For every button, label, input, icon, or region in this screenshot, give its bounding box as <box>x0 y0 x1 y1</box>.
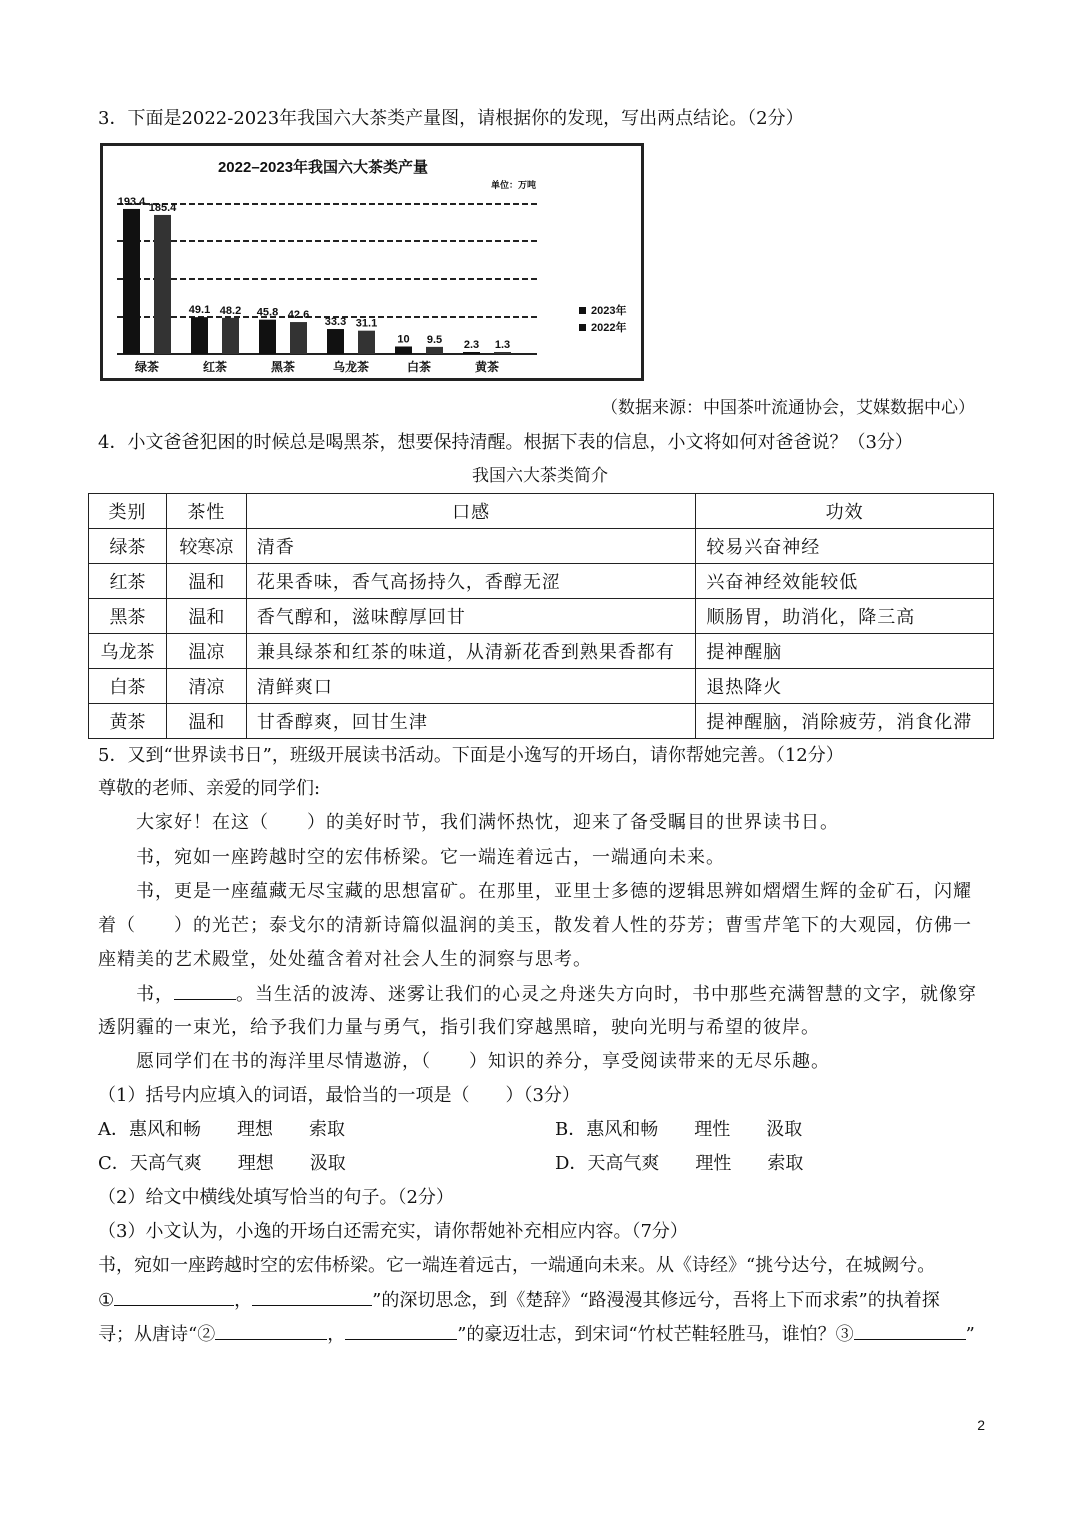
paragraph-5: 愿同学们在书的海洋里尽情遨游，（ ）知识的养分，享受阅读带来的无尽乐趣。 <box>136 1051 830 1072</box>
bar <box>123 209 140 354</box>
tea-intro-table <box>88 493 994 739</box>
table-row <box>89 634 994 669</box>
cell-category: 黑茶 <box>89 599 167 634</box>
comma: ， <box>327 1324 346 1345</box>
legend-label: 2023年 <box>591 305 627 317</box>
page-number: 2 <box>977 1417 985 1433</box>
category-label: 绿茶 <box>134 360 160 374</box>
table-row <box>89 599 994 634</box>
bar <box>222 318 239 354</box>
data-label: 2.3 <box>463 339 480 351</box>
category-label: 白茶 <box>406 360 432 374</box>
paragraph-3-line-1: 书，更是一座蕴藏无尽宝藏的思想富矿。在那里，亚里士多德的逻辑思辨如熠熠生辉的金矿石，闪耀 <box>136 881 972 902</box>
category-label: 红茶 <box>202 360 228 374</box>
question-3: 3．下面是2022-2023年我国六大茶类产量图，请根据你的发现，写出两点结论。（2分） <box>98 108 804 129</box>
close-quote: ” <box>965 1324 975 1345</box>
sub3-line-3-text: ”的豪迈壮志，到宋词“竹杖芒鞋轻胜马，谁怕？③ <box>457 1324 854 1345</box>
paragraph-1: 大家好！在这（ ）的美好时节，我们满怀热忱，迎来了备受瞩目的世界读书日。 <box>136 812 839 833</box>
cell-taste: 花果香味，香气高扬持久，香醇无涩 <box>246 564 695 599</box>
data-label: 10 <box>397 333 410 346</box>
chart-title: 2022–2023年我国六大茶类产量 <box>217 159 429 176</box>
question-4: 4．小文爸爸犯困的时候总是喝黑茶，想要保持清醒。根据下表的信息，小文将如何对爸爸说？（3分） <box>98 432 913 453</box>
answer-blank-3[interactable] <box>854 1321 966 1340</box>
data-source: （数据来源：中国茶叶流通协会，艾媒数据中心） <box>601 398 975 418</box>
question-5: 5．又到“世界读书日”，班级开展读书活动。下面是小逸写的开场白，请你帮她完善。（12分） <box>98 745 844 766</box>
bar <box>463 352 480 354</box>
bar <box>327 329 344 354</box>
bar-chart-svg <box>103 146 641 378</box>
cell-nature: 温和 <box>166 564 246 599</box>
category-label: 黑茶 <box>270 360 296 374</box>
fill-blank[interactable] <box>174 981 236 1000</box>
cell-nature: 较寒凉 <box>166 529 246 564</box>
paragraph-4-line-2: 透阴霾的一束光，给予我们力量与勇气，指引我们穿越黑暗，驶向光明与希望的彼岸。 <box>98 1017 820 1038</box>
option-b[interactable]: B．惠风和畅 理性 汲取 <box>555 1119 803 1140</box>
cell-effect: 提神醒脑，消除疲劳，消食化滞 <box>696 704 994 739</box>
cell-effect: 较易兴奋神经 <box>696 529 994 564</box>
cell-taste: 清香 <box>246 529 695 564</box>
data-label: 185.4 <box>148 201 177 214</box>
table-header-row <box>89 494 994 529</box>
cell-nature: 清凉 <box>166 669 246 704</box>
table-row <box>89 669 994 704</box>
bar <box>191 317 208 354</box>
answer-blank-2a[interactable] <box>215 1321 327 1340</box>
bar <box>290 322 307 354</box>
bar <box>395 347 412 355</box>
legend-swatch <box>579 324 586 331</box>
answer-blank-1a[interactable] <box>114 1287 234 1306</box>
data-label: 9.5 <box>426 333 443 346</box>
data-label: 48.2 <box>219 304 242 317</box>
table-row <box>89 564 994 599</box>
category-label: 黄茶 <box>474 360 500 374</box>
table-row <box>89 704 994 739</box>
option-d[interactable]: D．天高气爽 理性 索取 <box>555 1153 804 1174</box>
greeting: 尊敬的老师、亲爱的同学们: <box>98 778 321 799</box>
cell-taste: 甘香醇爽，回甘生津 <box>246 704 695 739</box>
bar <box>494 352 511 354</box>
header-category: 类别 <box>89 494 167 529</box>
circle-1: ① <box>98 1290 115 1311</box>
paragraph-4-line-1 <box>136 981 977 1008</box>
data-label: 31.1 <box>355 317 378 330</box>
sub3-line-2-text: ”的深切思念，到《楚辞》“路漫漫其修远兮，吾将上下而求索”的执着探 <box>372 1290 940 1311</box>
data-label: 49.1 <box>188 304 211 317</box>
p4-prefix: 书， <box>136 984 174 1005</box>
cell-category: 乌龙茶 <box>89 634 167 669</box>
cell-nature: 温和 <box>166 599 246 634</box>
cell-effect: 兴奋神经效能较低 <box>696 564 994 599</box>
bar <box>154 215 171 354</box>
table-caption: 我国六大茶类简介 <box>472 466 608 486</box>
cell-category: 红茶 <box>89 564 167 599</box>
cell-nature: 温凉 <box>166 634 246 669</box>
cell-category: 黄茶 <box>89 704 167 739</box>
sub3-line-2 <box>98 1287 940 1314</box>
cell-category: 绿茶 <box>89 529 167 564</box>
p4-suffix: 。当生活的波涛、迷雾让我们的心灵之舟迷失方向时，书中那些充满智慧的文字，就像穿 <box>236 984 977 1005</box>
cell-nature: 温和 <box>166 704 246 739</box>
cell-effect: 提神醒脑 <box>696 634 994 669</box>
option-a[interactable]: A．惠风和畅 理想 索取 <box>98 1119 345 1140</box>
category-label: 乌龙茶 <box>332 360 370 374</box>
data-label: 193.4 <box>117 195 146 208</box>
tea-production-chart <box>100 143 644 381</box>
option-c[interactable]: C．天高气爽 理想 汲取 <box>98 1153 346 1174</box>
header-nature: 茶性 <box>166 494 246 529</box>
cell-taste: 清鲜爽口 <box>246 669 695 704</box>
cell-taste: 香气醇和，滋味醇厚回甘 <box>246 599 695 634</box>
paragraph-3-line-2: 着（ ）的光芒；泰戈尔的清新诗篇似温润的美玉，散发着人性的芬芳；曹雪芹笔下的大观园，仿佛一 <box>98 915 972 936</box>
sub-question-2: （2）给文中横线处填写恰当的句子。（2分） <box>98 1187 454 1208</box>
header-effect: 功效 <box>696 494 994 529</box>
bar <box>426 347 443 354</box>
bar <box>259 320 276 354</box>
header-taste: 口感 <box>246 494 695 529</box>
answer-blank-1b[interactable] <box>252 1287 372 1306</box>
paragraph-2: 书，宛如一座跨越时空的宏伟桥梁。它一端连着远古，一端通向未来。 <box>136 847 725 868</box>
data-label: 1.3 <box>494 339 511 351</box>
bar <box>358 331 375 354</box>
legend-swatch <box>579 307 586 314</box>
cell-category: 白茶 <box>89 669 167 704</box>
data-label: 45.8 <box>256 306 279 319</box>
sub3-line-3 <box>98 1321 975 1348</box>
answer-blank-2b[interactable] <box>345 1321 457 1340</box>
table-row <box>89 529 994 564</box>
sub-question-1: （1）括号内应填入的词语，最恰当的一项是（ ）（3分） <box>98 1085 580 1106</box>
cell-effect: 退热降火 <box>696 669 994 704</box>
legend-label: 2022年 <box>591 322 627 334</box>
data-label: 42.6 <box>287 309 310 322</box>
chart-unit: 单位：万吨 <box>491 180 537 190</box>
cell-effect: 顺肠胃，助消化，降三高 <box>696 599 994 634</box>
data-label: 33.3 <box>324 316 347 329</box>
comma: ， <box>234 1290 253 1311</box>
sub-question-3: （3）小文认为，小逸的开场白还需充实，请你帮她补充相应内容。（7分） <box>98 1221 688 1242</box>
paragraph-3-line-3: 座精美的艺术殿堂，处处蕴含着对社会人生的洞察与思考。 <box>98 949 592 970</box>
sub3-line-3-prefix: 寻；从唐诗“② <box>98 1324 216 1345</box>
sub3-line-1: 书，宛如一座跨越时空的宏伟桥梁。它一端连着远古，一端通向未来。从《诗经》“挑兮达兮，在城阙兮。 <box>98 1255 936 1276</box>
cell-taste: 兼具绿茶和红茶的味道，从清新花香到熟果香都有 <box>246 634 695 669</box>
